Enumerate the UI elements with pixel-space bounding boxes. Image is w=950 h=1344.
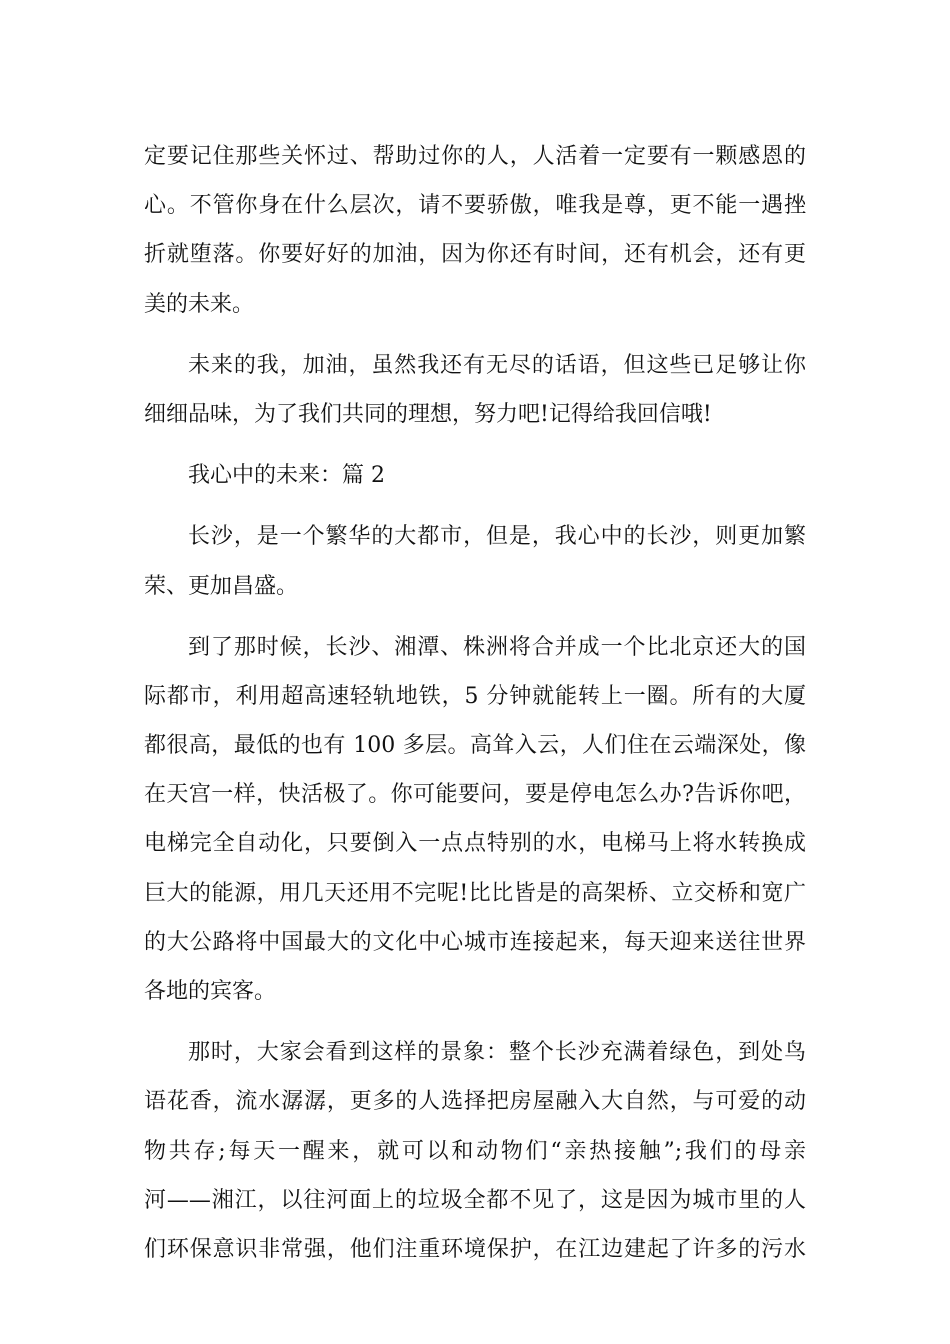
paragraph-future-me (144, 341, 806, 439)
text-line: 在天宫一样，快活极了。你可能要问，要是停电怎么办?告诉你吧， (144, 782, 806, 808)
text-line: 细细品味，为了我们共同的理想，努力吧!记得给我回信哦! (144, 401, 712, 427)
paragraph-gap (144, 611, 806, 623)
text-line: 定要记住那些关怀过、帮助过你的人，人活着一定要有一颗感恩的 (144, 144, 806, 169)
text-line: 的大公路将中国最大的文化中心城市连接起来，每天迎来送往世界 (144, 929, 806, 955)
paragraph-green-city (144, 1028, 806, 1274)
text-line: 语花香，流水潺潺，更多的人选择把房屋融入大自然，与可爱的动 (144, 1089, 806, 1115)
text-line: 心。不管你身在什么层次，请不要骄傲，唯我是尊，更不能一遇挫 (144, 193, 806, 219)
paragraph-gap (144, 500, 806, 512)
text-line: 各地的宾客。 (144, 979, 277, 1004)
paragraph-gap (144, 1016, 806, 1028)
paragraph-gap (144, 329, 806, 341)
section-heading (144, 451, 806, 500)
text-line: 到了那时候，长沙、湘潭、株洲将合并成一个比北京还大的国 (188, 634, 806, 660)
text-line: 物共存;每天一醒来，就可以和动物们“亲热接触”;我们的母亲 (144, 1138, 806, 1164)
paragraph-gratitude (144, 132, 806, 329)
text-line: 荣、更加昌盛。 (144, 573, 299, 599)
text-line: 们环保意识非常强，他们注重环境保护，在江边建起了许多的污水 (144, 1236, 806, 1262)
text-line: 未来的我，加油，虽然我还有无尽的话语，但这些已足够让你 (188, 352, 806, 378)
heading-line: 我心中的未来：篇 2 (188, 463, 385, 489)
paragraph-gap (144, 439, 806, 451)
text-line: 河——湘江，以往河面上的垃圾全都不见了，这是因为城市里的人 (144, 1187, 806, 1213)
text-line: 电梯完全自动化，只要倒入一点点特别的水，电梯马上将水转换成 (144, 831, 806, 857)
paragraph-changsha-intro (144, 512, 806, 610)
text-line: 巨大的能源，用几天还用不完呢!比比皆是的高架桥、立交桥和宽广 (144, 880, 806, 906)
text-line: 那时，大家会看到这样的景象：整个长沙充满着绿色，到处鸟 (188, 1040, 806, 1066)
paragraph-metropolis (144, 623, 806, 1017)
text-line: 美的未来。 (144, 291, 255, 317)
text-line: 长沙，是一个繁华的大都市，但是，我心中的长沙，则更加繁 (188, 524, 806, 550)
document-body (144, 132, 806, 1274)
text-line: 都很高，最低的也有 100 多层。高耸入云，人们住在云端深处，像 (144, 733, 806, 759)
text-line: 折就堕落。你要好好的加油，因为你还有时间，还有机会，还有更 (144, 242, 806, 268)
text-line: 际都市，利用超高速轻轨地铁，5 分钟就能转上一圈。所有的大厦 (144, 683, 806, 709)
